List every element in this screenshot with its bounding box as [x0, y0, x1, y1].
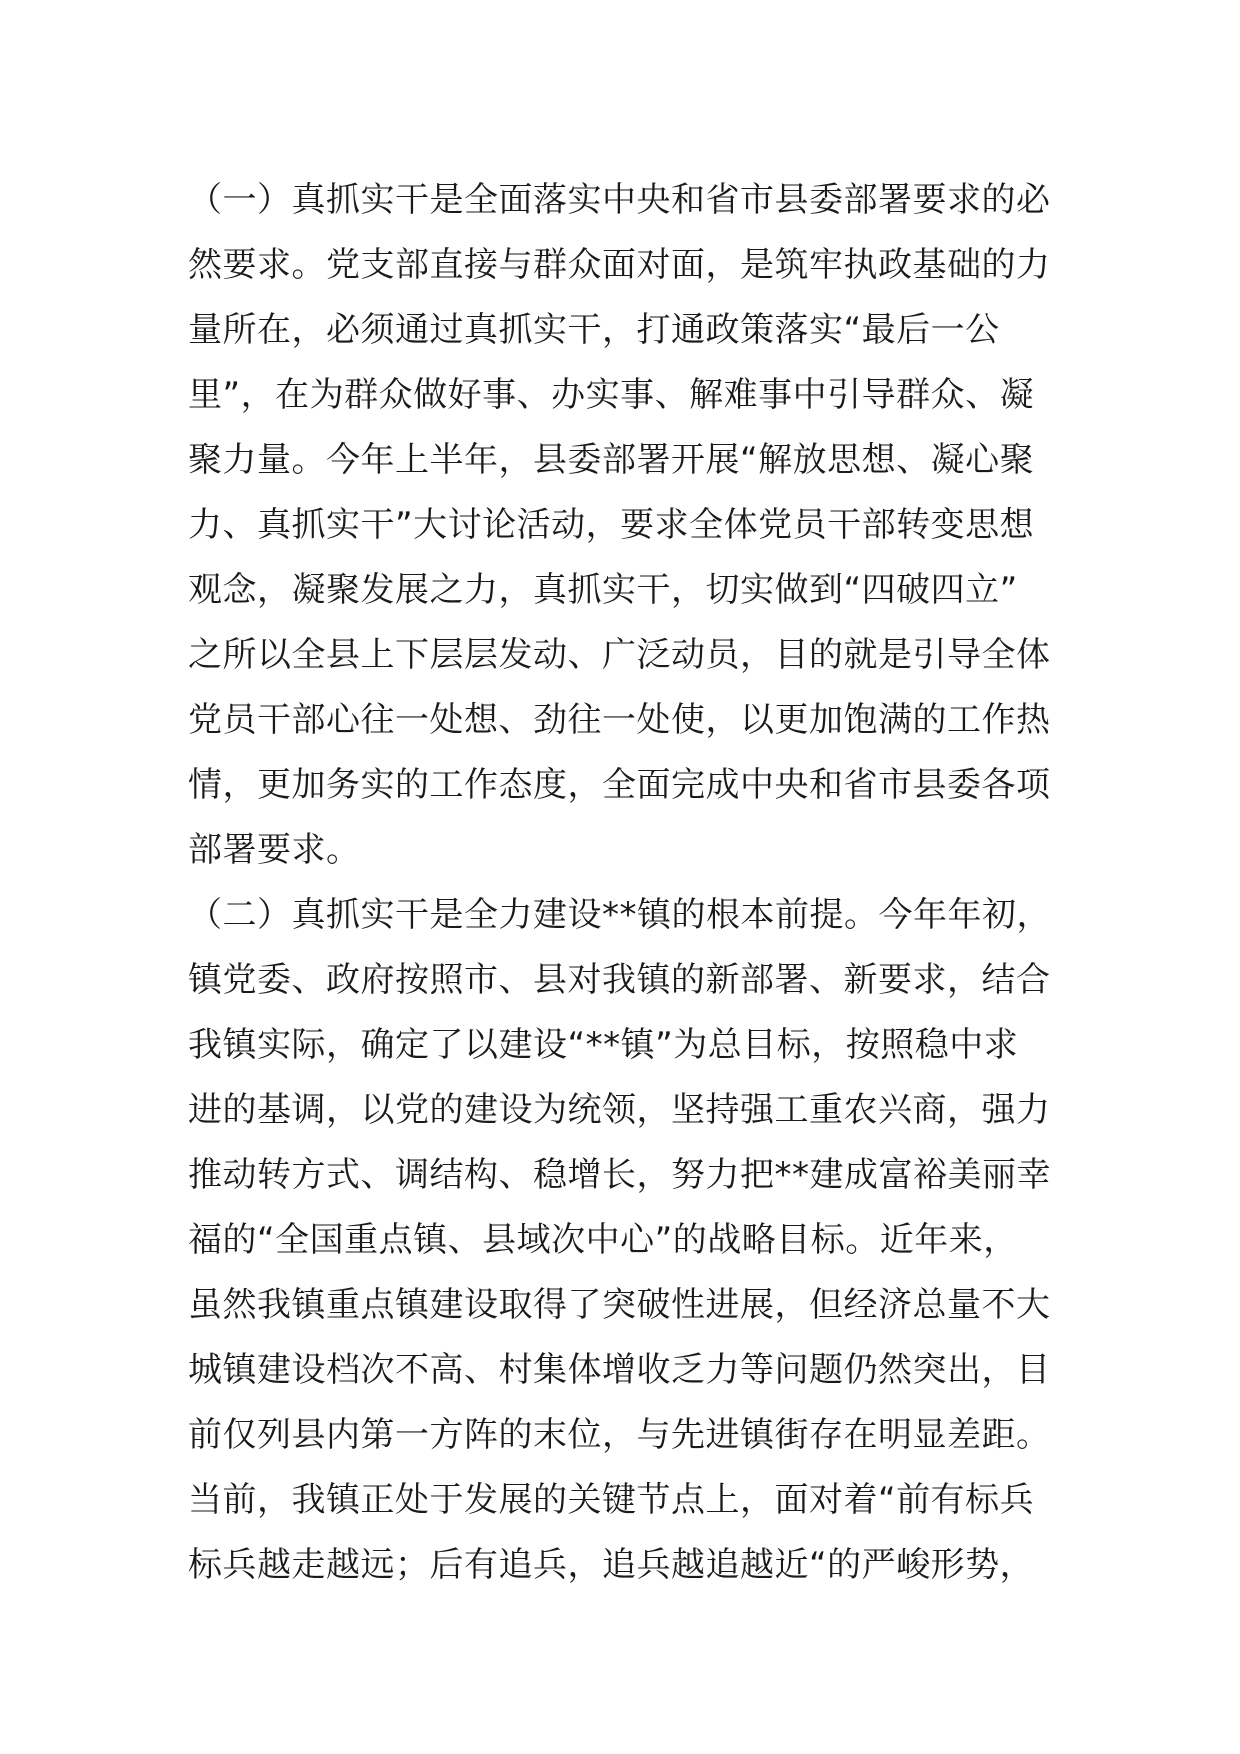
text-line: 部署要求。 [188, 830, 361, 870]
text-line: 城镇建设档次不高、村集体增收乏力等问题仍然突出，目 [188, 1350, 1051, 1390]
text-line: 推动转方式、调结构、稳增长，努力把**建成富裕美丽幸 [188, 1155, 1051, 1195]
text-line: 虽然我镇重点镇建设取得了突破性进展，但经济总量不大 [188, 1285, 1051, 1325]
text-line: 福的“全国重点镇、县域次中心”的战略目标。近年来， [188, 1220, 1018, 1260]
text-line: 标兵越走越远；后有追兵，追兵越追越近“的严峻形势， [188, 1545, 1035, 1585]
text-line: 里”，在为群众做好事、办实事、解难事中引导群众、凝 [188, 375, 1035, 415]
text-line: 情，更加务实的工作态度，全面完成中央和省市县委各项 [188, 765, 1051, 805]
text-line: 然要求。党支部直接与群众面对面，是筑牢执政基础的力 [188, 245, 1051, 285]
document-body [188, 168, 1068, 1598]
text-line: （二）真抓实干是全力建设**镇的根本前提。今年年初， [188, 895, 1051, 935]
text-line: 镇党委、政府按照市、县对我镇的新部署、新要求，结合 [188, 960, 1051, 1000]
text-line: 进的基调，以党的建设为统领，坚持强工重农兴商，强力 [188, 1090, 1051, 1130]
text-line: 聚力量。今年上半年，县委部署开展“解放思想、凝心聚 [188, 440, 1035, 480]
text-line: 量所在，必须通过真抓实干，打通政策落实“最后一公 [188, 310, 1000, 350]
text-line: 观念，凝聚发展之力，真抓实干，切实做到“四破四立” [188, 570, 1018, 610]
text-line: 当前，我镇正处于发展的关键节点上，面对着“前有标兵 [188, 1480, 1035, 1520]
text-line: 力、真抓实干”大讨论活动，要求全体党员干部转变思想 [188, 505, 1035, 545]
text-line: 前仅列县内第一方阵的末位，与先进镇街存在明显差距。 [188, 1415, 1051, 1455]
text-line: 之所以全县上下层层发动、广泛动员，目的就是引导全体 [188, 635, 1051, 675]
text-line: （一）真抓实干是全面落实中央和省市县委部署要求的必 [188, 180, 1051, 220]
text-line: 党员干部心往一处想、劲往一处使，以更加饱满的工作热 [188, 700, 1051, 740]
text-line: 我镇实际，确定了以建设“**镇”为总目标，按照稳中求 [188, 1025, 1019, 1065]
